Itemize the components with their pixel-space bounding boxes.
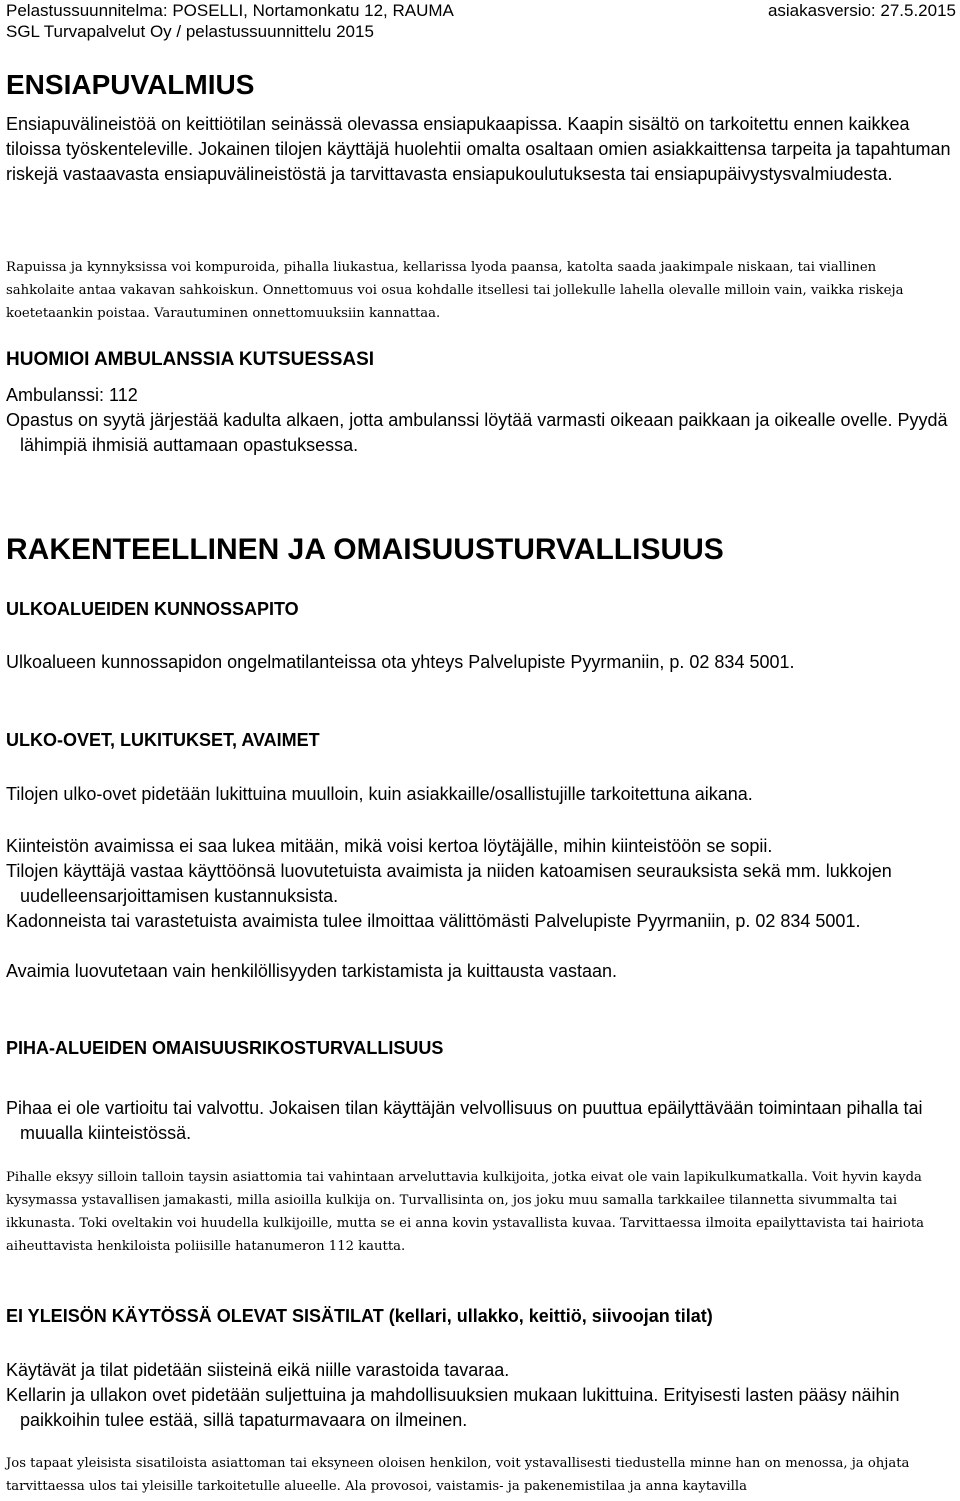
sisatilat-text-1: Käytävät ja tilat pidetään siisteinä eikä niille varastoida tavaraa.	[6, 1360, 510, 1380]
piha-note: Pihalle eksyy silloin talloin taysin asiattomia tai vahintaan arveluttavia kulkijoita, jotka eivat ole vain lapikulkumatkalla. Voit hyvin kayda kysymassa ystavallisen jamakasti, milla asioilla kulkija on. Turvallisinta on, jos joku muu samalla tarkkailee tilannetta sivummalta tai ikkunasta. Toki oveltakin voi huudella kulkijoille, mutta se ei anna kovin ystavallista kuvaa. Tarvittaessa ilmoita epailyttavista tai hairiota aiheuttavista henkiloista poliisille hatanumeron 112 kautta.	[6, 1170, 924, 1254]
heading-piha-alueiden-turvallisuus: PIHA-ALUEIDEN OMAISUUSRIKOSTURVALLISUUS	[6, 1038, 444, 1058]
document-version: asiakasversio: 27.5.2015	[767, 1, 956, 20]
ovet-text-3: Tilojen käyttäjä vastaa käyttöönsä luovutetuista avaimista ja niiden katoamisen seurauksista sekä mm. lukkojen uudelleensarjoittamisen kustannuksista.	[6, 861, 892, 906]
ovet-text-5: Avaimia luovutetaan vain henkilöllisyyden tarkistamista ja kuittausta vastaan.	[6, 961, 617, 981]
ovet-text-4: Kadonneista tai varastetuista avaimista tulee ilmoittaa välittömästi Palvelupiste Pyyrmaniin, p. 02 834 5001.	[6, 911, 861, 931]
heading-sisatilat: EI YLEISÖN KÄYTÖSSÄ OLEVAT SISÄTILAT (kellari, ullakko, keittiö, siivoojan tilat)	[6, 1306, 713, 1326]
sisatilat-text-2: Kellarin ja ullakon ovet pidetään suljettuina ja mahdollisuuksien mukaan lukittuina. Erityisesti lasten pääsy näihin paikkoihin tulee estää, sillä tapaturmavaara on ilmeinen.	[6, 1385, 900, 1430]
ambulance-number: Ambulanssi: 112	[6, 385, 138, 405]
document-header-company: SGL Turvapalvelut Oy / pelastussuunnittelu 2015	[6, 22, 374, 41]
ovet-text-2: Kiinteistön avaimissa ei saa lukea mitään, mikä voisi kertoa löytäjälle, mihin kiinteistöön se sopii.	[6, 836, 773, 856]
ambulance-heading: HUOMIOI AMBULANSSIA KUTSUESSASI	[6, 349, 375, 370]
ovet-text-1: Tilojen ulko-ovet pidetään lukittuina muulloin, kuin asiakkaille/osallistujille tarkoitettuna aikana.	[6, 784, 753, 804]
ambulance-instructions: Opastus on syytä järjestää kadulta alkaen, jotta ambulanssi löytää varmasti oikeaan paikkaan ja oikealle ovelle. Pyydä lähimpiä ihmisiä auttamaan opastuksessa.	[6, 410, 948, 455]
heading-ulko-ovet: ULKO-OVET, LUKITUKSET, AVAIMET	[6, 730, 320, 750]
ulkoalue-text: Ulkoalueen kunnossapidon ongelmatilanteissa ota yhteys Palvelupiste Pyyrmaniin, p. 02 834 5001.	[6, 652, 795, 672]
ensiapu-risk-note: Rapuissa ja kynnyksissa voi kompuroida, pihalla liukastua, kellarissa lyoda paansa, katolta saada jaakimpale niskaan, tai viallinen sahkolaite antaa vakavan sahkoiskun. Onnettomuus voi osua kohdalle itsellesi tai jollekulle lahella olevalle milloin vain, vaikka riskeja koetetaankin poistaa. Varautuminen onnettomuuksiin kannattaa.	[6, 260, 904, 321]
piha-text: Pihaa ei ole vartioitu tai valvottu. Jokaisen tilan käyttäjän velvollisuus on puuttua epäilyttävään toimintaan pihalla tai muualla kiinteistössä.	[6, 1098, 923, 1143]
ensiapu-paragraph: Ensiapuvälineistöä on keittiötilan seinässä olevassa ensiapukaapissa. Kaapin sisältö on tarkoitettu ennen kaikkea tiloissa työskenteleville. Jokainen tilojen käyttäjä huolehtii omalta osaltaan omien asiakkaittensa tarpeita ja tapahtuman riskejä vastaavasta ensiapuvälineistöstä ja tarvittavasta ensiapukoulutuksesta tai ensiapupäivystysvalmiudesta.	[6, 114, 951, 184]
document-header-title: Pelastussuunnitelma: POSELLI, Nortamonkatu 12, RAUMA	[6, 1, 454, 20]
heading-ulkoalueiden-kunnossapito: ULKOALUEIDEN KUNNOSSAPITO	[6, 599, 299, 619]
sisatilat-note: Jos tapaat yleisista sisatiloista asiattoman tai eksyneen oloisen henkilon, voit ystavallisesti tiedustella minne han on menossa, ja ohjata tarvittaessa ulos tai yleisille tarkoitetulle alueelle. Ala provosoi, vaistamis- ja pakenemistilaa ja anna kaytavilla	[6, 1456, 910, 1494]
section-title-ensiapuvalmius: ENSIAPUVALMIUS	[6, 69, 255, 100]
section-title-rakenteellinen: RAKENTEELLINEN JA OMAISUUSTURVALLISUUS	[6, 533, 724, 566]
